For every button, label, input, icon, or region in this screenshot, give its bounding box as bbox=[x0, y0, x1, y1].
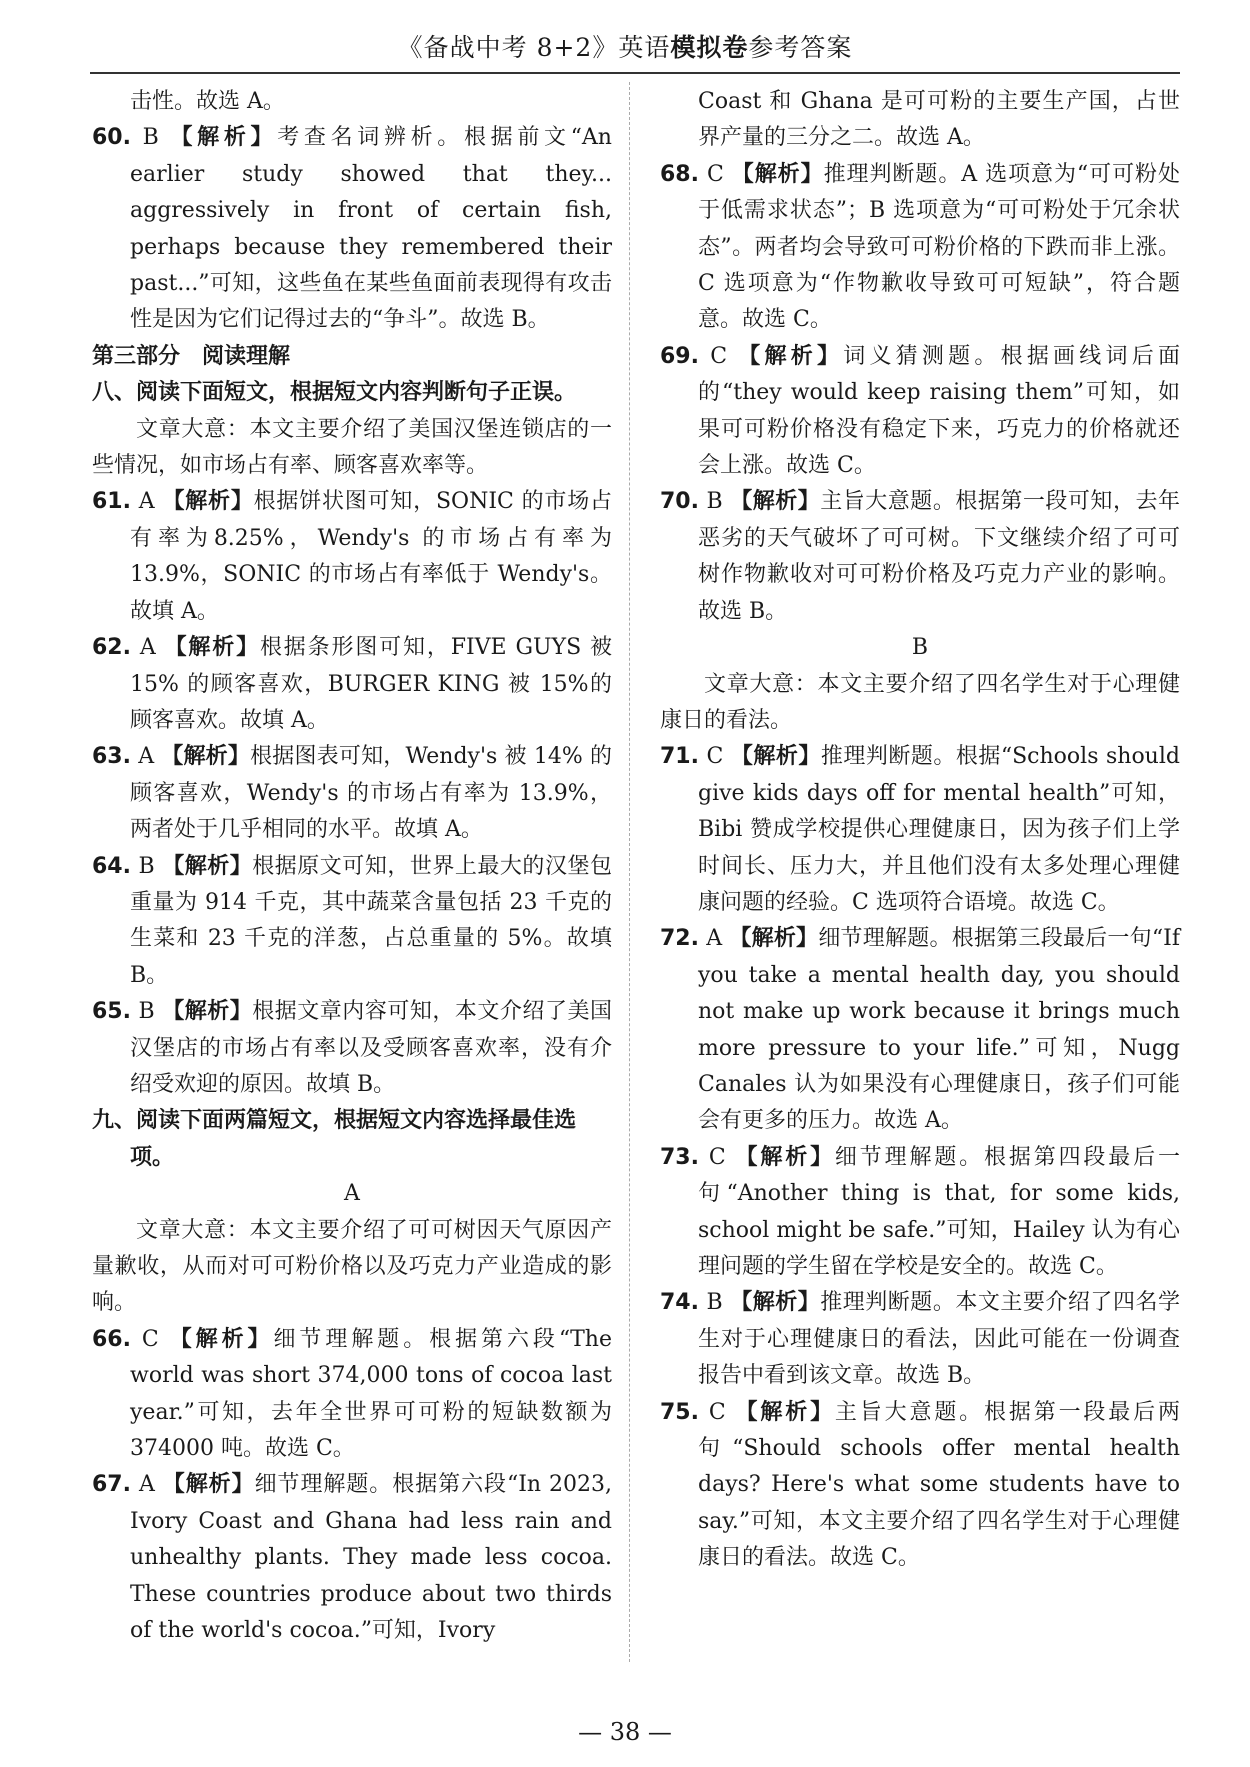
analysis-tag: 【解析】 bbox=[729, 926, 819, 952]
question-number: 62. bbox=[92, 635, 131, 661]
question-number: 69. bbox=[660, 343, 699, 369]
answer-letter: B bbox=[706, 1290, 723, 1316]
analysis-text: 考查名词辨析。根据前文“An earlier study showed that they... aggressively in front of certain fish, perhaps because they remembered their past...”可知，这些鱼在某些鱼面前表现得有攻击性是因为它们记得过去的“争斗”。故选 B。 bbox=[130, 125, 612, 333]
answer-letter: C bbox=[141, 1326, 159, 1352]
analysis-tag: 【解析】 bbox=[731, 161, 824, 187]
question-number: 63. bbox=[92, 744, 131, 770]
header-title-bold: 模拟卷 bbox=[670, 33, 749, 62]
question-number: 74. bbox=[660, 1290, 699, 1316]
question-number: 66. bbox=[92, 1326, 131, 1352]
answer-letter: B bbox=[138, 853, 155, 879]
task-heading: 八、阅读下面短文，根据短文内容判断句子正误。 bbox=[92, 380, 577, 406]
answer-letter: B bbox=[142, 125, 159, 151]
analysis-text: 细节理解题。根据第六段“In 2023, Ivory Coast and Ghana had less rain and unhealthy plants. They made less cocoa. These countries produce about two thirds of the world's cocoa.”可知，Ivory bbox=[130, 1472, 613, 1644]
answer-item-64 bbox=[92, 849, 612, 995]
question-number: 61. bbox=[92, 489, 131, 515]
answer-letter: A bbox=[706, 926, 723, 952]
header-title-prefix: 《备战中考 8+2》英语 bbox=[397, 33, 671, 62]
question-number: 75. bbox=[660, 1399, 699, 1425]
answer-item-60 bbox=[92, 120, 612, 338]
passage-label: B bbox=[911, 635, 929, 661]
analysis-text: 根据图表可知，Wendy's 被 14% 的顾客喜欢，Wendy's 的市场占有率为 13.9%，两者处于几乎相同的水平。故填 A。 bbox=[130, 744, 612, 843]
analysis-tag: 【解析】 bbox=[161, 744, 251, 770]
answer-item-70 bbox=[660, 484, 1180, 630]
analysis-tag: 【解析】 bbox=[730, 1290, 821, 1316]
answer-item-74 bbox=[660, 1285, 1180, 1394]
question-number: 64. bbox=[92, 853, 131, 879]
analysis-tag: 【解析】 bbox=[169, 1326, 274, 1352]
carry-over-text: 击性。故选 A。 bbox=[130, 89, 285, 114]
answer-item-69 bbox=[660, 339, 1180, 485]
answer-item-67 bbox=[92, 1467, 612, 1649]
passage-label: A bbox=[344, 1181, 360, 1207]
analysis-text: 细节理解题。根据第六段“The world was short 374,000 tons of cocoa last year.”可知，去年全世界可可粉的短缺数额为 374000 吨。故选 C。 bbox=[130, 1326, 612, 1462]
analysis-text: 细节理解题。根据第三段最后一句“If you take a mental health day, you should not make up work because it brings much more pressure to your life.”可知，Nugg Canales 认为如果没有心理健康日，孩子们可能会有更多的压力。故选 A。 bbox=[698, 926, 1180, 1134]
right-column bbox=[660, 84, 1180, 1577]
question-number: 71. bbox=[660, 744, 699, 770]
question-number: 60. bbox=[92, 125, 131, 151]
analysis-text: 推理判断题。本文主要介绍了四名学生对于心理健康日的看法，因此可能在一份调查报告中看到该文章。故选 B。 bbox=[698, 1290, 1180, 1389]
column-divider bbox=[629, 82, 630, 1662]
page-header bbox=[0, 28, 1250, 64]
answer-item-75 bbox=[660, 1395, 1180, 1577]
left-column bbox=[92, 84, 612, 1649]
answer-letter: A bbox=[138, 744, 155, 770]
answer-letter: C bbox=[708, 1399, 726, 1425]
question-number: 70. bbox=[660, 489, 699, 515]
analysis-tag: 【解析】 bbox=[735, 1144, 835, 1170]
page-number: — 38 — bbox=[578, 1718, 672, 1746]
answer-item-61 bbox=[92, 484, 612, 630]
header-title-suffix: 参考答案 bbox=[748, 33, 853, 62]
analysis-text: 主旨大意题。根据第一段可知，去年恶劣的天气破坏了可可树。下文继续介绍了可可树作物歉收对可可粉价格及巧克力产业的影响。故选 B。 bbox=[698, 489, 1180, 624]
article-summary: 文章大意：本文主要介绍了可可树因天气原因产量歉收，从而对可可粉价格以及巧克力产业造成的影响。 bbox=[92, 1217, 612, 1316]
answer-letter: C bbox=[708, 1144, 726, 1170]
analysis-tag: 【解析】 bbox=[738, 343, 844, 369]
question-number: 68. bbox=[660, 161, 699, 187]
question-number: 67. bbox=[92, 1472, 131, 1498]
article-summary: 文章大意：本文主要介绍了四名学生对于心理健康日的看法。 bbox=[660, 671, 1180, 733]
answer-letter: A bbox=[138, 1472, 155, 1498]
answer-item-73 bbox=[660, 1140, 1180, 1286]
answer-item-63 bbox=[92, 739, 612, 848]
header-rule bbox=[90, 72, 1180, 74]
analysis-text: 根据条形图可知，FIVE GUYS 被 15% 的顾客喜欢，BURGER KING 被 15%的顾客喜欢。故填 A。 bbox=[130, 635, 612, 733]
answer-item-65 bbox=[92, 994, 612, 1103]
analysis-tag: 【解析】 bbox=[162, 999, 253, 1025]
analysis-text: 根据原文可知，世界上最大的汉堡包重量为 914 千克，其中蔬菜含量包括 23 千克的生菜和 23 千克的洋葱，占总重量的 5%。故填 B。 bbox=[130, 853, 612, 988]
question-number: 65. bbox=[92, 999, 131, 1025]
question-number: 72. bbox=[660, 926, 699, 952]
answer-letter: B bbox=[706, 489, 723, 515]
answer-letter: A bbox=[139, 635, 156, 661]
analysis-text: 推理判断题。根据“Schools should give kids days off for mental health”可知，Bibi 赞成学校提供心理健康日，因为孩子们上学时间长、压力大，并且他们没有太多处理心理健康问题的经验。C 选项符合语境。故选 C。 bbox=[698, 744, 1180, 915]
answer-item-66 bbox=[92, 1322, 612, 1468]
analysis-tag: 【解析】 bbox=[162, 853, 253, 879]
task-heading: 九、阅读下面两篇短文，根据短文内容选择最佳选项。 bbox=[92, 1108, 577, 1170]
analysis-text: 根据饼状图可知，SONIC 的市场占有率为8.25%，Wendy's 的市场占有率为 13.9%，SONIC 的市场占有率低于 Wendy's。故填 A。 bbox=[130, 489, 613, 624]
analysis-tag: 【解析】 bbox=[170, 125, 278, 151]
answer-letter: C bbox=[710, 343, 728, 369]
analysis-tag: 【解析】 bbox=[735, 1399, 835, 1425]
analysis-text: 推理判断题。A 选项意为“可可粉处于低需求状态”；B 选项意为“可可粉处于冗余状态”。两者均会导致可可粉价格的下跌而非上涨。C 选项意为“作物歉收导致可可短缺”，符合题意。故选 C。 bbox=[698, 161, 1180, 333]
section-title: 第三部分 阅读理解 bbox=[92, 343, 291, 369]
analysis-tag: 【解析】 bbox=[162, 1472, 255, 1498]
answer-letter: A bbox=[138, 489, 155, 515]
carry-over-text: Coast 和 Ghana 是可可粉的主要生产国，占世界产量的三分之二。故选 A。 bbox=[698, 89, 1180, 151]
analysis-tag: 【解析】 bbox=[730, 489, 821, 515]
answer-item-72 bbox=[660, 921, 1180, 1139]
answer-item-62 bbox=[92, 630, 612, 739]
article-summary: 文章大意：本文主要介绍了美国汉堡连锁店的一些情况，如市场占有率、顾客喜欢率等。 bbox=[92, 416, 612, 479]
analysis-tag: 【解析】 bbox=[730, 744, 821, 770]
analysis-tag: 【解析】 bbox=[164, 635, 260, 661]
answer-letter: B bbox=[138, 999, 155, 1025]
question-number: 73. bbox=[660, 1144, 699, 1170]
answer-letter: C bbox=[706, 161, 724, 187]
answer-item-71 bbox=[660, 739, 1180, 921]
answer-letter: C bbox=[706, 744, 724, 770]
analysis-text: 词义猜测题。根据画线词后面的“they would keep raising them”可知，如果可可粉价格没有稳定下来，巧克力的价格就还会上涨。故选 C。 bbox=[698, 343, 1180, 479]
analysis-tag: 【解析】 bbox=[162, 489, 254, 515]
answer-item-68 bbox=[660, 157, 1180, 339]
analysis-text: 根据文章内容可知，本文介绍了美国汉堡店的市场占有率以及受顾客喜欢率，没有介绍受欢迎的原因。故填 B。 bbox=[130, 999, 612, 1097]
analysis-text: 主旨大意题。根据第一段最后两句“Should schools offer mental health days? Here's what some students have to say.”可知，本文主要介绍了四名学生对于心理健康日的看法。故选 C。 bbox=[698, 1399, 1180, 1571]
analysis-text: 细节理解题。根据第四段最后一句“Another thing is that, for some kids, school might be safe.”可知，Hailey 认为有心理问题的学生留在学校是安全的。故选 C。 bbox=[698, 1144, 1180, 1279]
